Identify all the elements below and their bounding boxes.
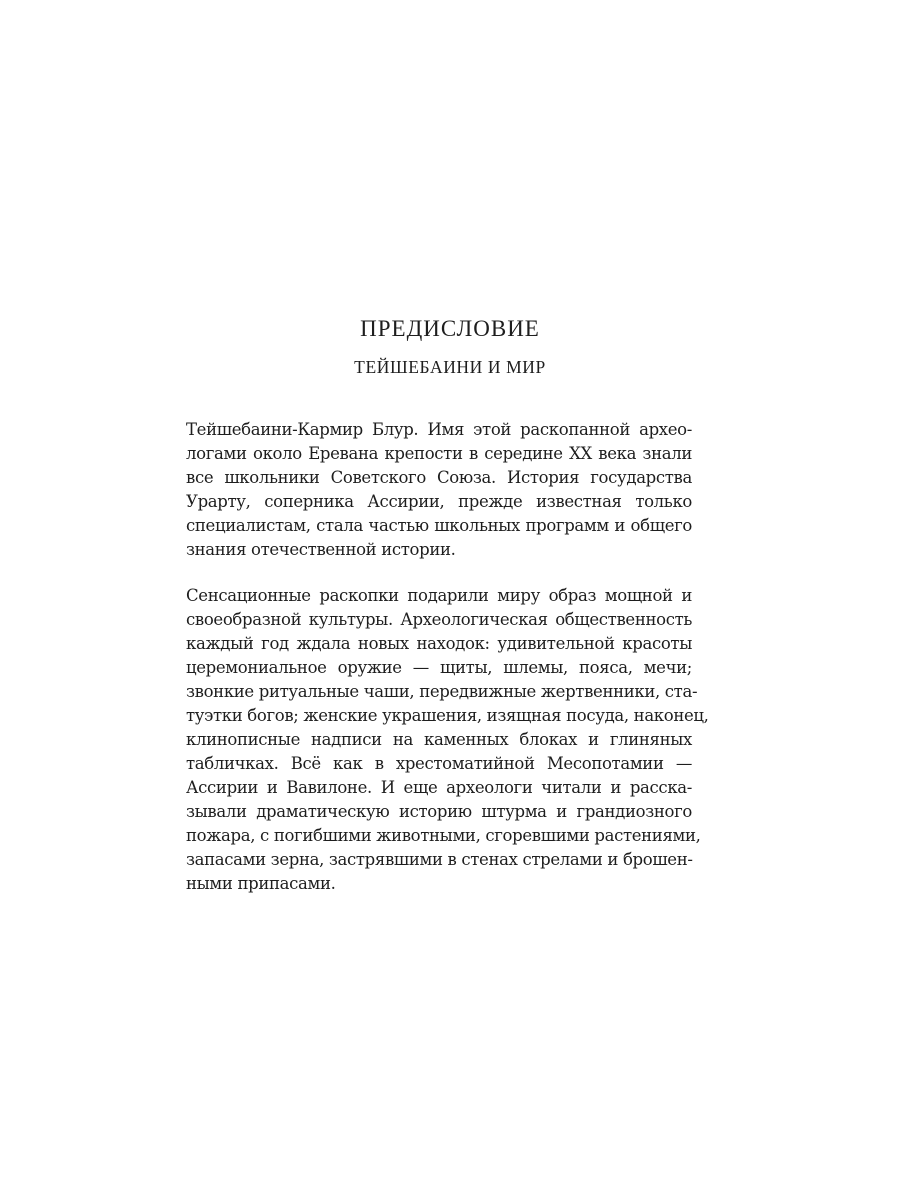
text-line: клинописные надписи на каменных блоках и глиняных (186, 730, 692, 749)
text-line: знания отечественной истории. (186, 540, 456, 559)
text-line: специалистам, стала частью школьных программ и общего (186, 516, 692, 535)
text-line: туэтки богов; женские украшения, изящная посуда, наконец, (186, 706, 709, 725)
text-line: все школьники Советского Союза. История государства (186, 468, 692, 487)
chapter-title: ПРЕДИСЛОВИЕ (360, 316, 540, 341)
text-line: логами около Еревана крепости в середине XX века знали (186, 444, 692, 463)
text-line: каждый год ждала новых находок: удивительной красоты (186, 634, 692, 653)
text-line: звонкие ритуальные чаши, передвижные жертвенники, ста- (186, 682, 698, 701)
text-line: Сенсационные раскопки подарили миру образ мощной и (186, 586, 692, 605)
text-line: Тейшебаини-Кармир Блур. Имя этой раскопанной архео- (186, 420, 692, 439)
text-line: Урарту, соперника Ассирии, прежде известная только (186, 492, 692, 511)
text-line: церемониальное оружие — щиты, шлемы, пояса, мечи; (186, 658, 692, 677)
text-line: зывали драматическую историю штурма и грандиозного (186, 802, 692, 821)
text-line: пожара, с погибшими животными, сгоревшими растениями, (186, 826, 701, 845)
chapter-subtitle: ТЕЙШЕБАИНИ И МИР (354, 357, 546, 377)
text-line: Ассирии и Вавилоне. И еще археологи читали и расска- (186, 778, 692, 797)
text-line: своеобразной культуры. Археологическая общественность (186, 610, 692, 629)
paragraph (186, 584, 709, 896)
paragraph (186, 418, 692, 562)
text-line: ными припасами. (186, 874, 336, 893)
paragraph-gap (186, 562, 692, 584)
text-line: запасами зерна, застрявшими в стенах стрелами и брошен- (186, 850, 693, 869)
body-text (186, 418, 709, 896)
text-line: табличках. Всё как в хрестоматийной Месопотамии — (186, 754, 692, 773)
